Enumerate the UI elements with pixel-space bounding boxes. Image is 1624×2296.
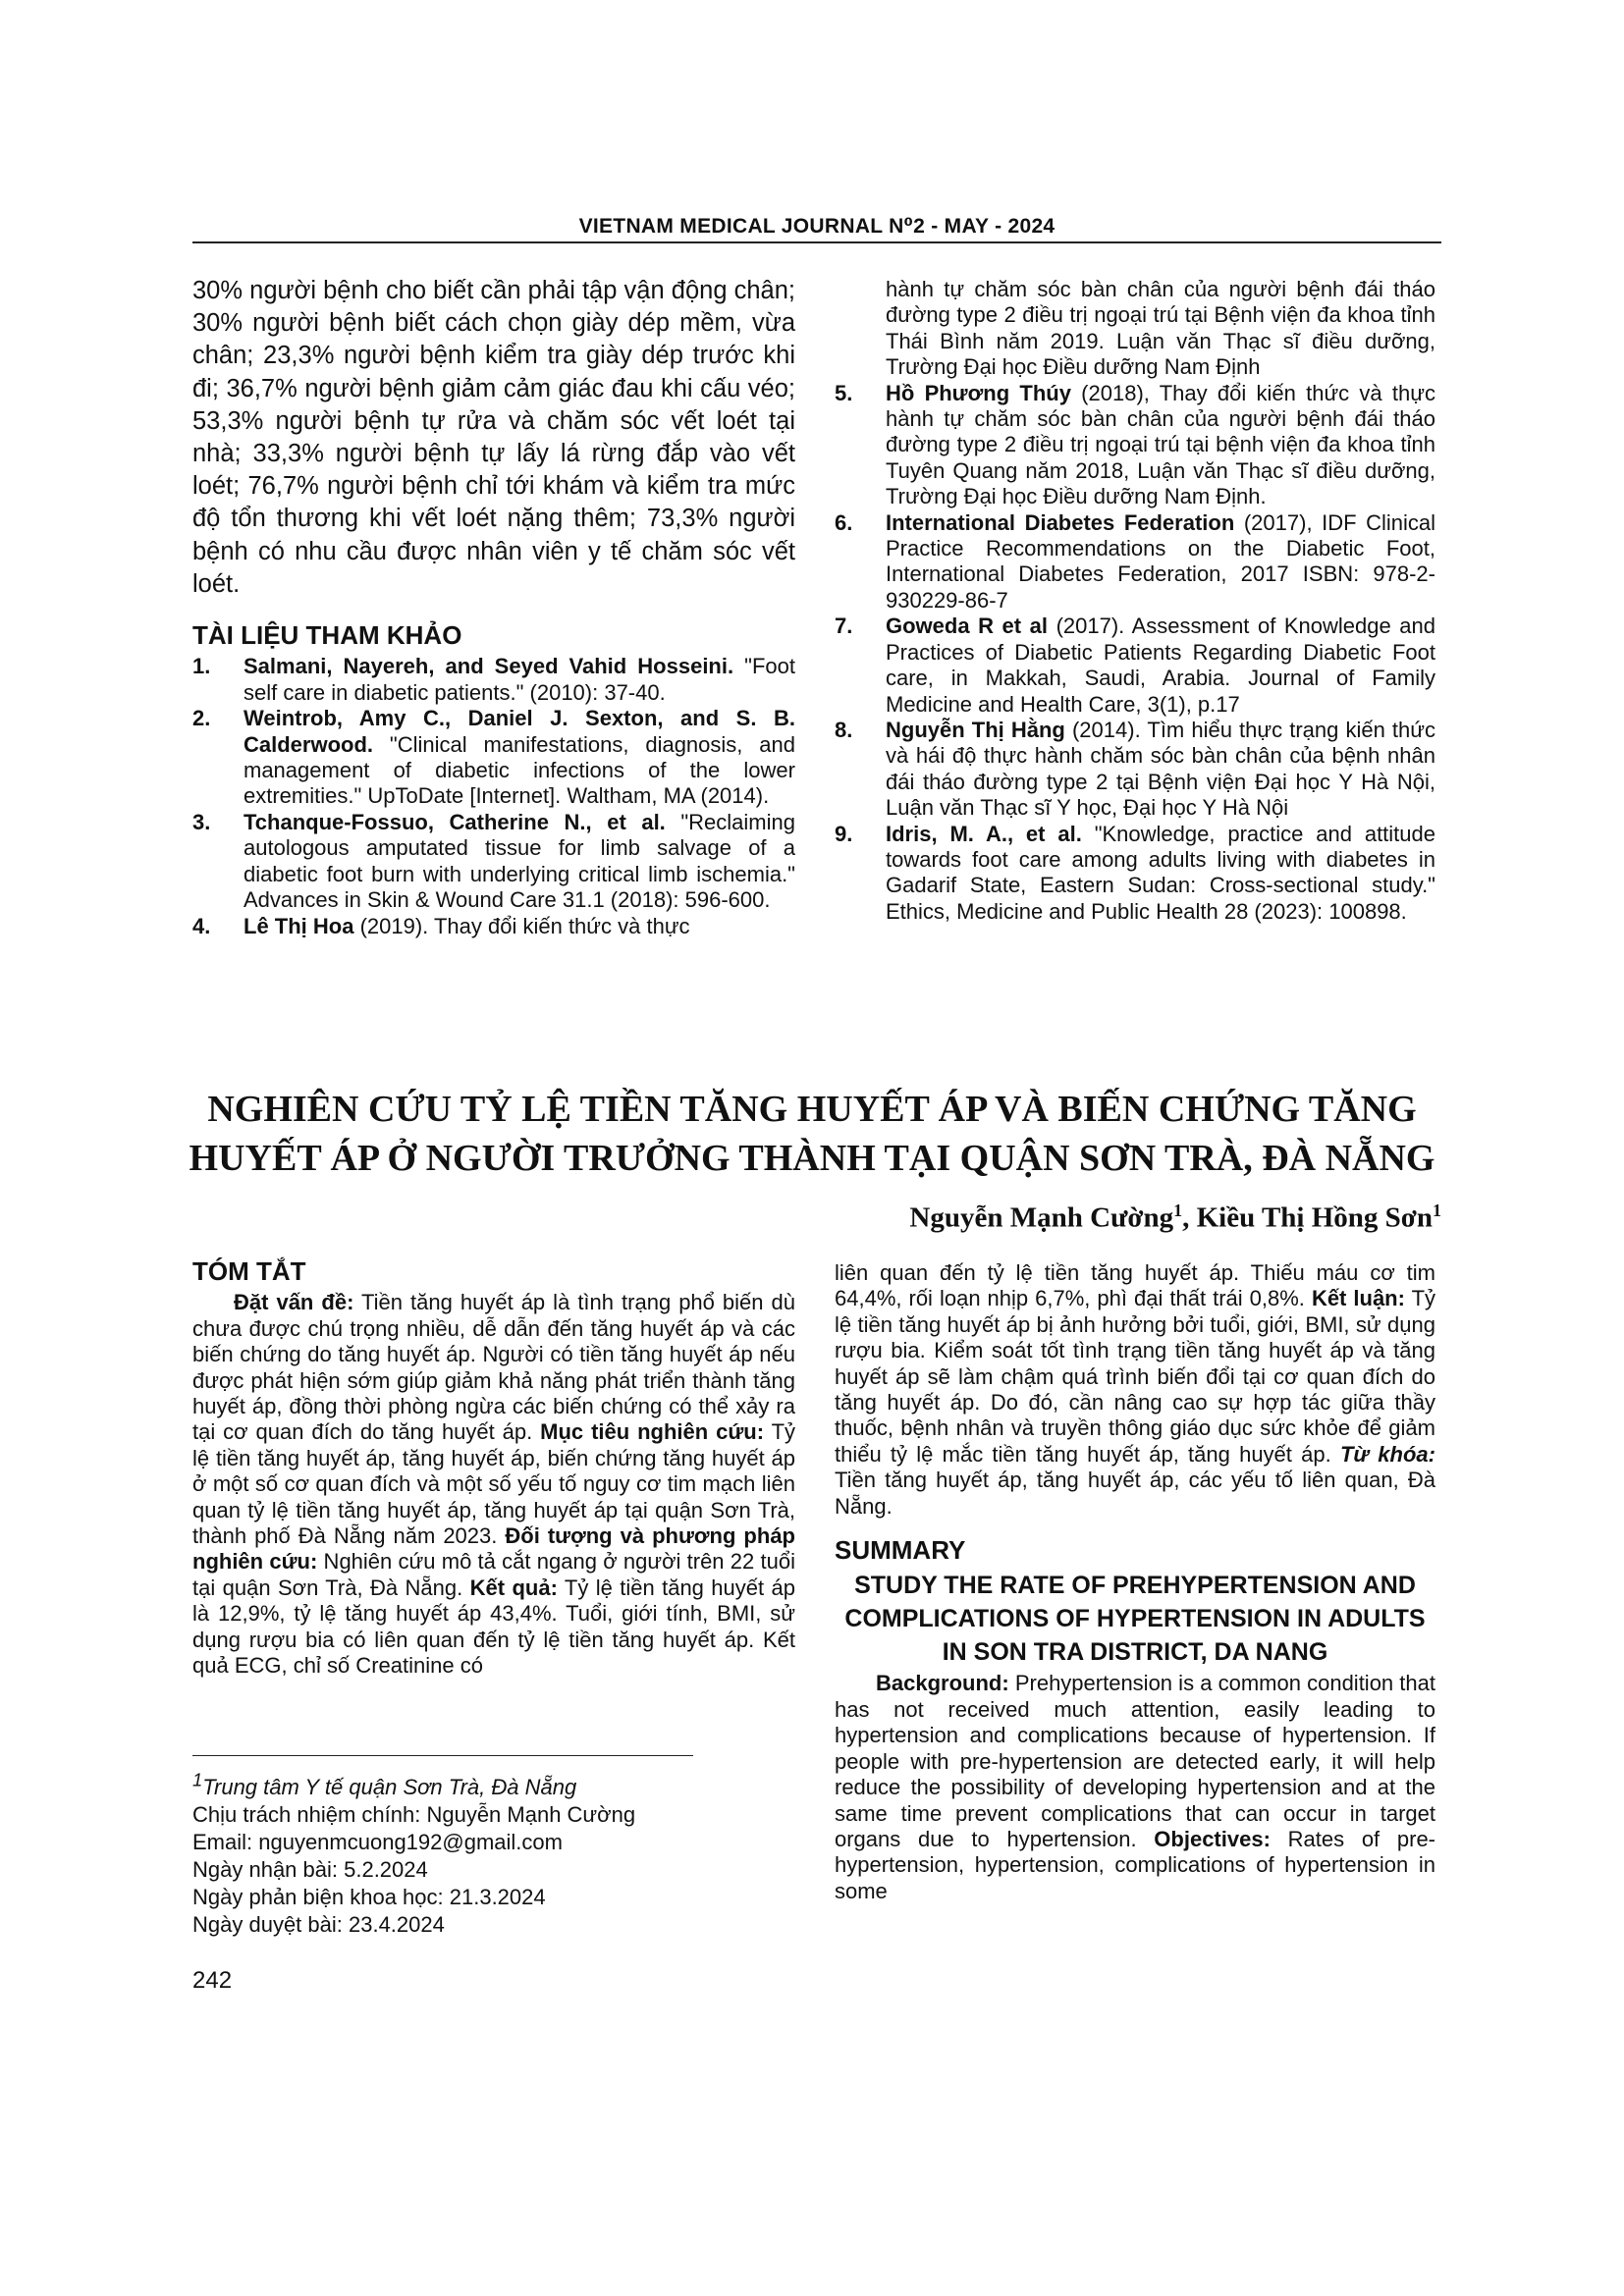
running-header: VIETNAM MEDICAL JOURNAL N⁰2 - MAY - 2024	[578, 215, 1056, 238]
reference-text: (2017), IDF Clinical Practice Recommendations on the Diabetic Foot, International Diabetes Federation, 2017 ISBN: 978-2-930229-86-7	[886, 509, 1436, 613]
reference-number: 1.	[192, 654, 211, 679]
date-received: Ngày nhận bài: 5.2.2024	[192, 1857, 428, 1883]
author-name: Nguyễn Mạnh Cường	[909, 1201, 1174, 1234]
article-title	[157, 1085, 1467, 1183]
abstract-label: Mục tiêu nghiên cứu:	[540, 1419, 765, 1445]
reference-item	[835, 510, 1435, 614]
reference-text: "Foot self care in diabetic patients." (2010): 37-40.	[244, 654, 795, 705]
page-number: 242	[192, 1967, 233, 1994]
reference-number: 2.	[192, 706, 211, 731]
reference-text: (2014). Tìm hiểu thực trạng kiến thức và hái độ thực hành chăm sóc bàn chân của bệnh nhân đái tháo đường type 2 tại Bệnh viện Đại học Y Hà Nội, Luận văn Thạc sĩ Y học, Đại học Y Hà Nội	[886, 717, 1436, 821]
footnote	[192, 1767, 635, 1939]
reference-item	[192, 810, 795, 914]
reference-item	[835, 822, 1435, 926]
reference-authors: Goweda R et al	[886, 614, 1049, 639]
reference-number: 3.	[192, 809, 211, 834]
abstract-right-column	[835, 1260, 1435, 1904]
reference-authors: International Diabetes Federation	[886, 509, 1235, 535]
reference-authors: Salmani, Nayereh, and Seyed Vahid Hosseini.	[244, 654, 734, 679]
footnote-rule	[192, 1755, 693, 1756]
summary-title: STUDY THE RATE OF PREHYPERTENSION AND COMPLICATIONS OF HYPERTENSION IN ADULTS IN SON TRA DISTRICT, DA NANG	[844, 1572, 1426, 1667]
reference-authors: Idris, M. A., et al.	[886, 821, 1082, 846]
abstract-continuation: liên quan đến tỷ lệ tiền tăng huyết áp. Thiếu máu cơ tim 64,4%, rối loạn nhịp 6,7%, phì đại thất trái 0,8%. Kết luận: Tỷ lệ tiền tăng huyết áp bị ảnh hưởng bởi tuổi, giới, BMI, sử dụng rượu bia. Kiểm soát tốt tình trạng tiền tăng huyết áp và tăng huyết áp sẽ làm chậm quá trình biến đổi tại cơ quan đích do tăng huyết áp. Do đó, cần nâng cao sự hợp tác giữa thầy thuốc, bệnh nhân và truyền thông giáo dục sức khỏe để giảm thiểu tỷ lệ mắc tiền tăng huyết áp, tăng huyết áp. Từ khóa: Tiền tăng huyết áp, tăng huyết áp, các yếu tố liên quan, Đà Nẵng.	[835, 1260, 1436, 1519]
reference-authors: Lê Thị Hoa	[244, 913, 354, 938]
abstract-label: Đặt vấn đề:	[234, 1290, 354, 1315]
abstract-vi-column	[192, 1258, 795, 1680]
reference-item	[835, 614, 1435, 718]
abstract-heading: TÓM TẮT	[192, 1256, 306, 1286]
author-list: Nguyễn Mạnh Cường$^1$, Kiều Thị Hồng Sơn$^1$	[909, 1201, 1441, 1234]
article-title-line: HUYẾT ÁP Ở NGƯỜI TRƯỞNG THÀNH TẠI QUẬN SƠN TRÀ, ĐÀ NẴNG	[189, 1138, 1435, 1179]
reference-text: (2017). Assessment of Knowledge and Practices of Diabetic Patients Regarding Diabetic Foot care, in Makkah, Saudi, Arabia. Journal of Family Medicine and Health Care, 3(1), p.17	[886, 614, 1435, 717]
date-reviewed: Ngày phản biện khoa học: 21.3.2024	[192, 1885, 546, 1910]
reference-number: 7.	[835, 614, 853, 639]
reference-continuation: hành tự chăm sóc bàn chân của người bệnh đái tháo đường type 2 điều trị ngoại trú tại Bệnh viện đa khoa tỉnh Thái Bình năm 2019. Luận văn Thạc sĩ điều dưỡng, Trường Đại học Điều dưỡng Nam Định	[886, 277, 1435, 380]
reference-authors: Nguyễn Thị Hằng	[886, 717, 1065, 742]
results-paragraph: 30% người bệnh cho biết cần phải tập vận động chân; 30% người bệnh biết cách chọn giày dép mềm, vừa chân; 23,3% người bệnh kiểm tra giày dép trước khi đi; 36,7% người bệnh giảm cảm giác đau khi cấu véo; 53,3% người bệnh tự rửa và chăm sóc vết loét tại nhà; 33,3% người bệnh tự lấy lá rừng đắp vào vết loét; 76,7% người bệnh chỉ tới khám và kiểm tra mức độ tổn thương khi vết loét nặng thêm; 73,3% người bệnh có nhu cầu được nhân viên y tế chăm sóc vết loét.	[192, 277, 795, 598]
abstract-body: Đặt vấn đề: Tiền tăng huyết áp là tình trạng phổ biến dù chưa được chú trọng nhiều, dễ dẫn đến tăng huyết áp và các biến chứng do tăng huyết áp. Người có tiền tăng huyết áp nếu được phát hiện sớm giúp giảm khả năng phát triển thành tăng huyết áp, đồng thời phòng ngừa các biến chứng có thể xảy ra tại cơ quan đích do tăng huyết áp. Mục tiêu nghiên cứu: Tỷ lệ tiền tăng huyết áp, tăng huyết áp, biến chứng tăng huyết áp ở một số cơ quan đích và một số yếu tố nguy cơ tim mạch liên quan tỷ lệ tiền tăng huyết áp, tăng huyết áp tại quận Sơn Trà, thành phố Đà Nẵng năm 2023. Đối tượng và phương pháp nghiên cứu: Nghiên cứu mô tả cắt ngang ở người trên 22 tuổi tại quận Sơn Trà, Đà Nẵng. Kết quả: Tỷ lệ tiền tăng huyết áp là 12,9%, tỷ lệ tăng huyết áp 43,4%. Tuổi, giới tính, BMI, sử dụng rượu bia có liên quan đến tỷ lệ tiền tăng huyết áp. Kết quả ECG, chỉ số Creatinine có	[192, 1290, 796, 1679]
reference-number: 5.	[835, 380, 853, 405]
reference-authors: Hồ Phương Thúy	[886, 380, 1071, 405]
author-name: Kiều Thị Hồng Sơn	[1196, 1201, 1433, 1234]
summary-heading: SUMMARY	[835, 1535, 966, 1566]
summary-body: Background: Prehypertension is a common condition that has not received much attention, easily leading to hypertension and complications because of hypertension. If people with pre-hypertension are detected early, it will help reduce the possibility of developing hypertension and at the same time prevent complications that can occur in target organs due to hypertension. Objectives: Rates of pre-hypertension, hypertension, complications of hypertension in some	[835, 1671, 1436, 1903]
corresponding-author: Chịu trách nhiệm chính: Nguyễn Mạnh Cường	[192, 1802, 636, 1828]
left-top-column	[192, 275, 795, 939]
reference-number: 4.	[192, 913, 211, 938]
summary-label: Objectives:	[1154, 1826, 1271, 1851]
abstract-label: Kết luận:	[1311, 1286, 1405, 1311]
reference-text: (2018), Thay đổi kiến thức và thực hành tự chăm sóc bàn chân của người bệnh đái tháo đường type 2 điều trị ngoại trú tại bệnh viện đa khoa tỉnh Tuyên Quang năm 2018, Luận văn Thạc sĩ điều dưỡng, Trường Đại học Điều dưỡng Nam Định.	[886, 380, 1435, 509]
reference-number: 9.	[835, 821, 853, 846]
abstract-label: Kết quả:	[469, 1575, 558, 1600]
abstract-label: Đối tượng và phương pháp nghiên cứu:	[192, 1523, 795, 1575]
reference-item	[835, 718, 1435, 822]
right-top-column	[835, 277, 1435, 925]
reference-item	[192, 706, 795, 810]
date-accepted: Ngày duyệt bài: 23.4.2024	[192, 1912, 445, 1938]
reference-item	[192, 914, 795, 939]
reference-text: (2019). Thay đổi kiến thức và thực	[353, 913, 690, 938]
reference-text: "Reclaiming autologous amputated tissue for limb salvage of a diabetic foot burn with underlying critical limb ischemia." Advances in Skin & Wound Care 31.1 (2018): 596-600.	[244, 809, 795, 913]
keywords-text: Tiền tăng huyết áp, tăng huyết áp, các yếu tố liên quan, Đà Nẵng.	[835, 1468, 1435, 1519]
reference-number: 8.	[835, 717, 853, 742]
reference-authors: Tchanque-Fossuo, Catherine N., et al.	[244, 809, 666, 834]
reference-number: 6.	[835, 509, 853, 535]
email: Email: nguyenmcuong192@gmail.com	[192, 1830, 563, 1855]
affiliation: $^1$Trung tâm Y tế quận Sơn Trà, Đà Nẵng	[192, 1770, 577, 1800]
reference-item	[192, 654, 795, 706]
author-affiliation-mark: 1	[1433, 1201, 1441, 1220]
keywords-label: Từ khóa:	[1339, 1441, 1435, 1467]
reference-item	[835, 381, 1435, 510]
author-affiliation-mark: 1	[1173, 1201, 1183, 1220]
article-title-line: NGHIÊN CỨU TỶ LỆ TIỀN TĂNG HUYẾT ÁP VÀ BIẾN CHỨNG TĂNG	[207, 1089, 1417, 1130]
summary-label: Background:	[876, 1671, 1009, 1696]
references-list-left	[192, 654, 795, 938]
header-rule	[192, 241, 1441, 243]
references-heading: TÀI LIỆU THAM KHẢO	[192, 620, 462, 651]
reference-authors: Weintrob, Amy C., Daniel J. Sexton, and S. B. Calderwood.	[244, 706, 795, 757]
reference-text: "Knowledge, practice and attitude towards foot care among adults living with diabetes in Gadarif State, Eastern Sudan: Cross-sectional study." Ethics, Medicine and Public Health 28 (2023): 100898.	[886, 821, 1436, 924]
reference-text: "Clinical manifestations, diagnosis, and management of diabetic infections of the lower extremities." UpToDate [Internet]. Waltham, MA (2014).	[244, 731, 795, 809]
